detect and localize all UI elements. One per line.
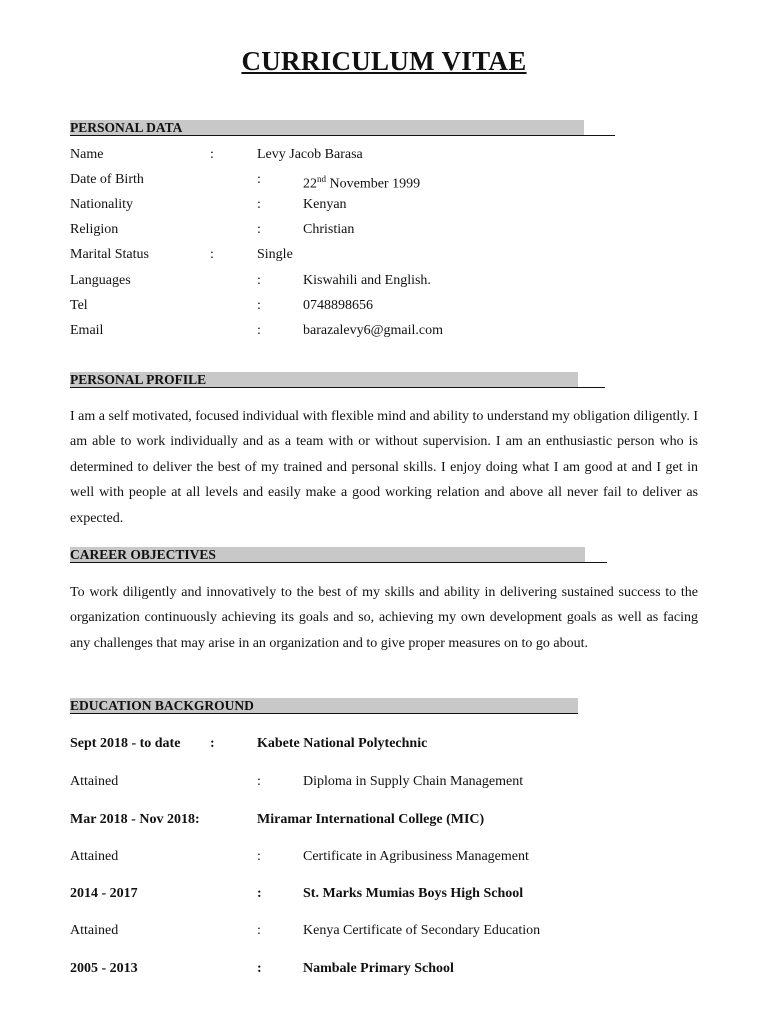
education-institution: Miramar International College (MIC) <box>257 812 485 827</box>
field-sep: : <box>257 961 262 976</box>
section-underline-ext <box>578 372 605 388</box>
field-sep: : <box>257 886 262 901</box>
attained-value: Certificate in Agribusiness Management <box>303 849 529 864</box>
field-sep: : <box>210 147 214 162</box>
dob-month-year: November 1999 <box>326 176 421 192</box>
field-value-languages: Kiswahili and English. <box>303 273 431 288</box>
field-sep: : <box>257 849 261 864</box>
field-label-religion: Religion <box>70 222 119 237</box>
career-objectives-text: To work diligently and innovatively to the best of my skills and ability in delivering sustained success to the organization continuously achieving its goals and so, achieving my own development goals as well as facing any challenges that may arise in an organization and to give proper measures on to go about. <box>70 585 698 651</box>
personal-profile-text: I am a self motivated, focused individual with flexible mind and ability to understand my obligation diligently. I am able to work individually and as a team with or without supervision. I am an enthusiastic person who is determined to deliver the best of my trained and personal skills. I enjoy doing what I am good at and I get in well with people at all levels and easily make a good working relation and above all never fail to deliver as expected. <box>70 409 698 526</box>
field-label-marital-status: Marital Status <box>70 247 149 262</box>
section-heading-personal-profile: PERSONAL PROFILE <box>70 372 207 387</box>
education-period: 2014 - 2017 <box>70 886 138 901</box>
field-sep: : <box>257 222 261 237</box>
attained-value: Kenya Certificate of Secondary Education <box>303 923 541 938</box>
field-sep: : <box>257 923 261 938</box>
dob-day-suffix: nd <box>317 174 326 184</box>
field-sep: : <box>210 247 214 262</box>
section-heading-career-objectives: CAREER OBJECTIVES <box>70 547 216 562</box>
education-institution: St. Marks Mumias Boys High School <box>303 886 524 901</box>
field-label-dob: Date of Birth <box>70 172 144 187</box>
field-value-religion: Christian <box>303 222 355 237</box>
field-value-marital-status: Single <box>257 247 293 262</box>
field-value-email: barazalevy6@gmail.com <box>303 323 443 338</box>
field-sep: : <box>257 197 261 212</box>
education-institution: Kabete National Polytechnic <box>257 736 428 751</box>
field-label-tel: Tel <box>70 298 88 313</box>
field-label-email: Email <box>70 323 104 338</box>
field-sep: : <box>257 273 261 288</box>
section-underline-ext <box>584 120 615 136</box>
attained-label: Attained <box>70 849 119 864</box>
field-sep: : <box>210 736 215 751</box>
field-value-tel: 0748898656 <box>303 298 373 313</box>
field-sep: : <box>257 323 261 338</box>
field-value-nationality: Kenyan <box>303 197 347 212</box>
field-label-languages: Languages <box>70 273 131 288</box>
education-period: Sept 2018 - to date <box>70 736 181 751</box>
education-period: Mar 2018 - Nov 2018: <box>70 812 200 827</box>
field-label-name: Name <box>70 147 104 162</box>
attained-label: Attained <box>70 774 119 789</box>
field-value-name: Levy Jacob Barasa <box>257 147 363 162</box>
dob-day: 22 <box>303 176 317 192</box>
section-underline-ext <box>585 547 607 563</box>
field-label-nationality: Nationality <box>70 197 133 212</box>
attained-value: Diploma in Supply Chain Management <box>303 774 524 789</box>
attained-label: Attained <box>70 923 119 938</box>
field-sep: : <box>257 774 261 789</box>
education-period: 2005 - 2013 <box>70 961 138 976</box>
field-sep: : <box>257 172 261 187</box>
section-heading-personal-data: PERSONAL DATA <box>70 120 183 135</box>
section-heading-education: EDUCATION BACKGROUND <box>70 698 254 713</box>
document-title: CURRICULUM VITAE <box>241 46 527 76</box>
education-institution: Nambale Primary School <box>303 961 454 976</box>
field-sep: : <box>257 298 261 313</box>
field-value-dob <box>303 171 420 193</box>
